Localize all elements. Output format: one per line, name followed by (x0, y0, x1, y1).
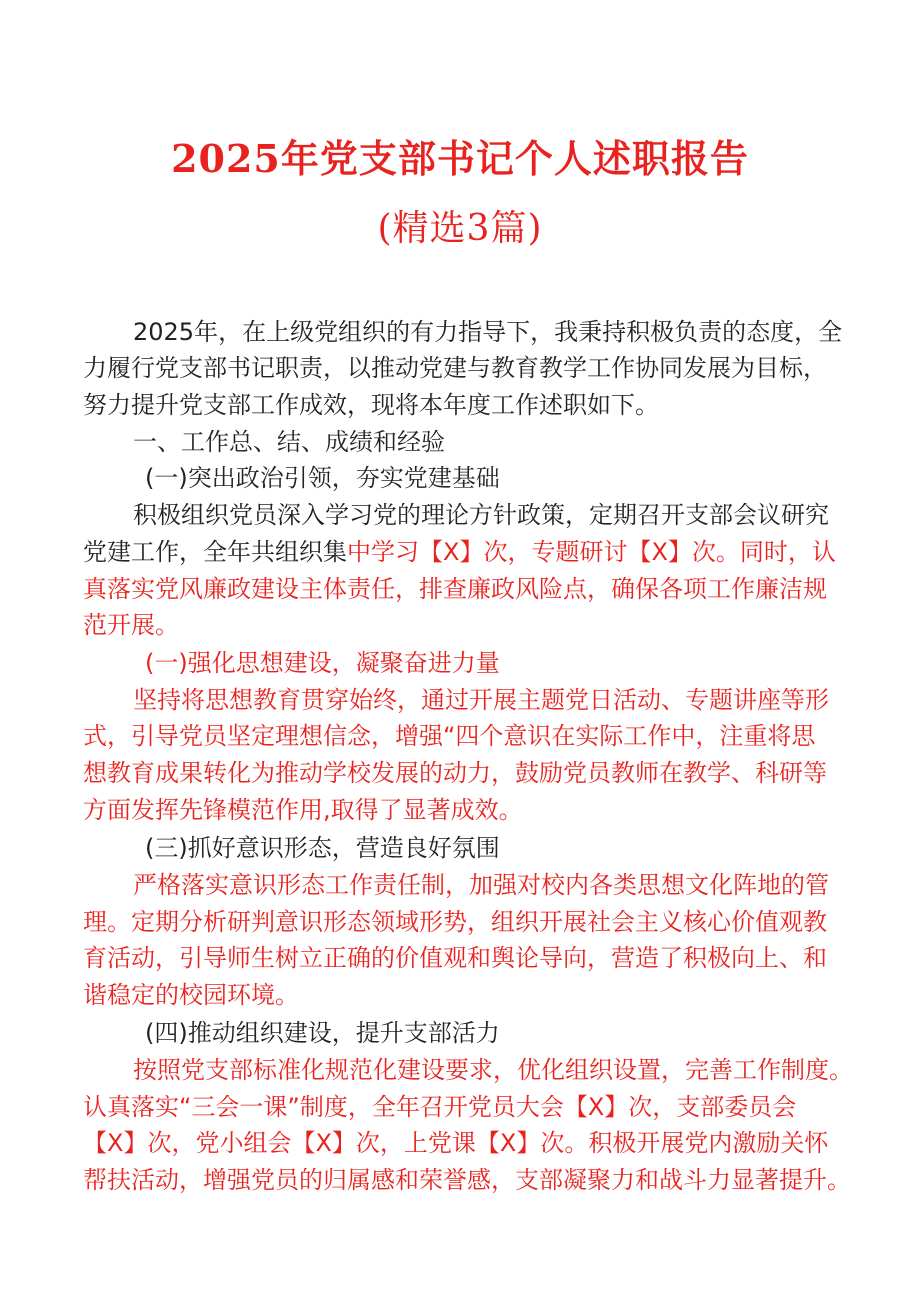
paragraph-line: 育活动，引导师生树立正确的价值观和舆论导向，营造了积极向上、和 (83, 944, 827, 972)
subsection-heading: (一)强化思想建设，凝聚奋进力量 (145, 649, 500, 677)
paragraph-line: 想教育成果转化为推动学校发展的动力，鼓励党员教师在教学、科研等 (83, 759, 827, 787)
paragraph-line: 认真落实“三会一课”制度，全年召开党员大会【X】次，支部委员会 (83, 1093, 797, 1121)
paragraph-line: 谐稳定的校园环境。 (83, 981, 299, 1009)
paragraph-line: 方面发挥先锋模范作用,取得了显著成效。 (83, 796, 523, 824)
paragraph-line: 严格落实意识形态工作责任制，加强对校内各类思想文化阵地的管 (133, 871, 829, 899)
paragraph-line: 真落实党风廉政建设主体责任，排查廉政风险点，确保各项工作廉洁规 (83, 575, 827, 603)
document-title: 2025年党支部书记个人述职报告 (171, 136, 749, 181)
paragraph-line: 积极组织党员深入学习党的理论方针政策，定期召开支部会议研究 (133, 501, 829, 529)
paragraph-line: 理。定期分析研判意识形态领域形势，组织开展社会主义核心价值观教 (83, 908, 827, 936)
intro-line: 2025年，在上级党组织的有力指导下，我秉持积极负责的态度，全 (133, 318, 843, 346)
paragraph-line: 范开展。 (83, 611, 179, 639)
highlighted-text: 中学习【X】次，专题研讨【X】次。同时，认 (347, 538, 836, 566)
subsection-heading: (一)突出政治引领，夯实党建基础 (145, 464, 500, 492)
paragraph-line: 坚持将思想教育贯穿始终，通过开展主题党日活动、专题讲座等形 (133, 686, 829, 714)
subsection-heading: (四)推动组织建设，提升支部活力 (145, 1019, 500, 1047)
paragraph-line: 帮扶活动，增强党员的归属感和荣誉感，支部凝聚力和战斗力显著提升。 (83, 1166, 851, 1194)
intro-line: 力履行党支部书记职责，以推动党建与教育教学工作协同发展为目标， (83, 354, 827, 382)
paragraph-line: 【X】次，党小组会【X】次，上党课【X】次。积极开展党内激励关怀 (83, 1129, 829, 1157)
paragraph-line: 按照党支部标准化规范化建设要求，优化组织设置，完善工作制度。 (133, 1056, 853, 1084)
paragraph-line (83, 534, 836, 570)
paragraph-line: 式，引导党员坚定理想信念，增强“四个意识在实际工作中，注重将思 (83, 722, 816, 750)
subsection-heading: (三)抓好意识形态，营造良好氛围 (145, 834, 500, 862)
intro-line: 努力提升党支部工作成效，现将本年度工作述职如下。 (83, 391, 659, 419)
document-subtitle: (精选3篇) (377, 208, 543, 249)
section-heading: 一、工作总、结、成绩和经验 (133, 428, 445, 456)
text-segment: 党建工作，全年共组织集 (83, 538, 347, 566)
